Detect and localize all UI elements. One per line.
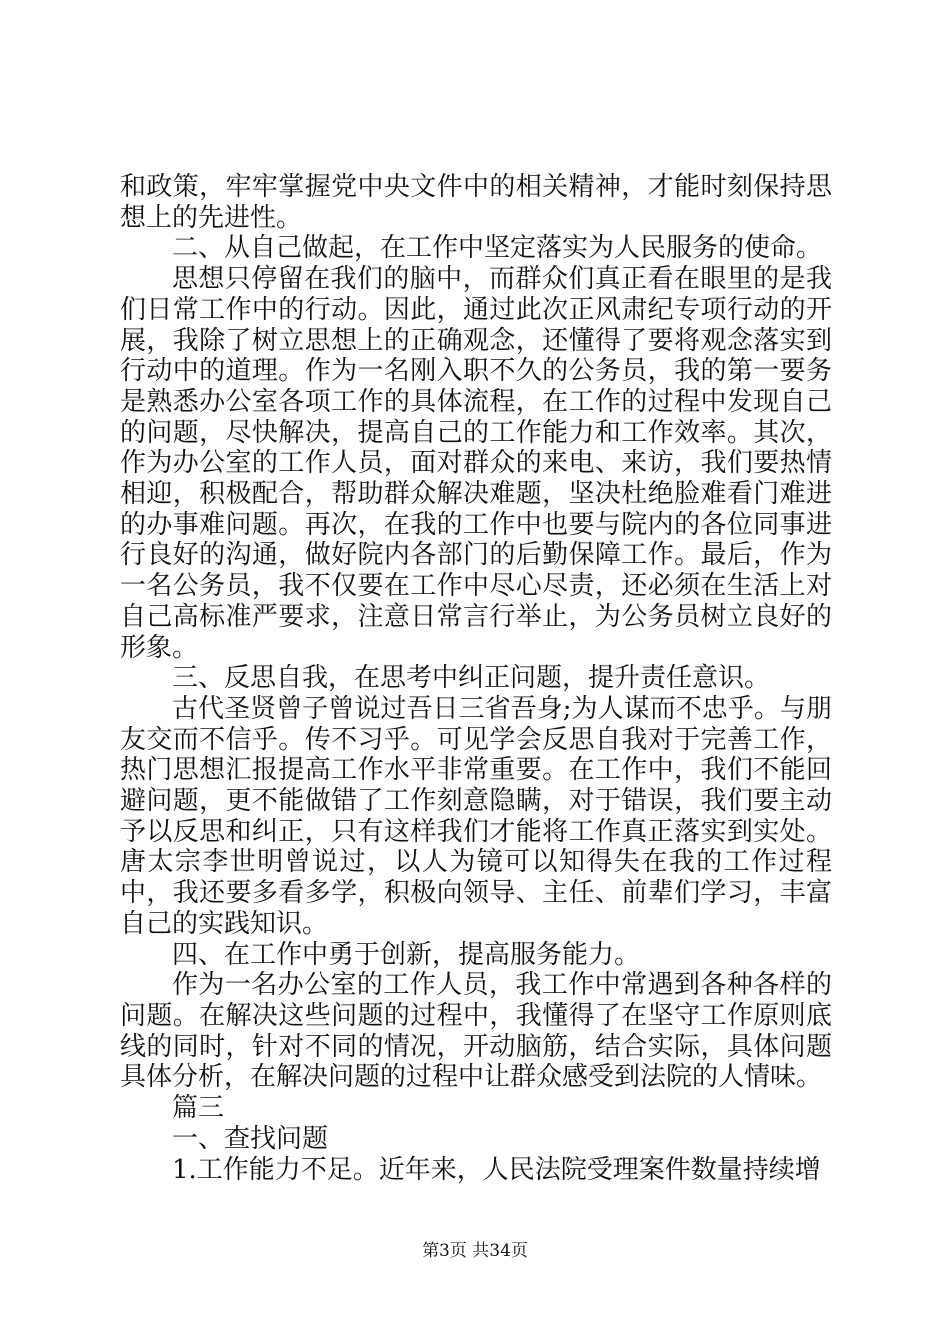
paragraph-section-2: 思想只停留在我们的脑中，而群众们真正看在眼里的是我们日常工作中的行动。因此，通过此次正风肃纪专项行动的开展，我除了树立思想上的正确观念，还懂得了要将观念落实到行动中的道理。作为一名刚入职不久的公务员，我的第一要务是熟悉办公室各项工作的具体流程，在工作的过程中发现自己的问题，尽快解决，提高自己的工作能力和工作效率。其次，作为办公室的工作人员，面对群众的来电、来访，我们要热情相迎，积极配合，帮助群众解决难题，坚决杜绝脸难看门难进的办事难问题。再次，在我的工作中也要与院内的各位同事进行良好的沟通，做好院内各部门的后勤保障工作。最后，作为一名公务员，我不仅要在工作中尽心尽责，还必须在生活上对自己高标准严要求，注意日常言行举止，为公务员树立良好的形象。 xyxy=(120,264,832,663)
paragraph-item-1: 1.工作能力不足。近年来，人民法院受理案件数量持续增 xyxy=(172,1154,821,1185)
section-heading-4: 四、在工作中勇于创新，提高服务能力。 xyxy=(172,939,641,970)
paragraph-section-3: 古代圣贤曾子曾说过吾日三省吾身;为人谋而不忠乎。与朋友交而不信乎。传不习乎。可见学会反思自我对于完善工作，热门思想汇报提高工作水平非常重要。在工作中，我们不能回避问题，更不能做错了工作刻意隐瞒，对于错误，我们要主动予以反思和纠正，只有这样我们才能将工作真正落实到实处。唐太宗李世明曾说过，以人为镜可以知得失在我的工作过程中，我还要多看多学，积极向领导、主任、前辈们学习，丰富自己的实践知识。 xyxy=(120,693,832,939)
section-heading-3: 三、反思自我，在思考中纠正问题，提升责任意识。 xyxy=(172,663,771,694)
paragraph-continuation: 和政策，牢牢掌握党中央文件中的相关精神，才能时刻保持思想上的先进性。 xyxy=(120,172,832,233)
paragraph-section-4: 作为一名办公室的工作人员，我工作中常遇到各种各样的问题。在解决这些问题的过程中，我懂得了在坚守工作原则底线的同时，针对不同的情况，开动脑筋，结合实际，具体问题具体分析，在解决问题的过程中让群众感受到法院的人情味。 xyxy=(120,970,832,1093)
document-body xyxy=(120,172,832,1185)
section-heading-2: 二、从自己做起，在工作中坚定落实为人民服务的使命。 xyxy=(172,233,823,264)
page-footer: 第3页 共34页 xyxy=(422,1241,528,1261)
chapter-heading: 篇三 xyxy=(172,1093,225,1124)
subsection-heading: 一、查找问题 xyxy=(172,1123,329,1154)
